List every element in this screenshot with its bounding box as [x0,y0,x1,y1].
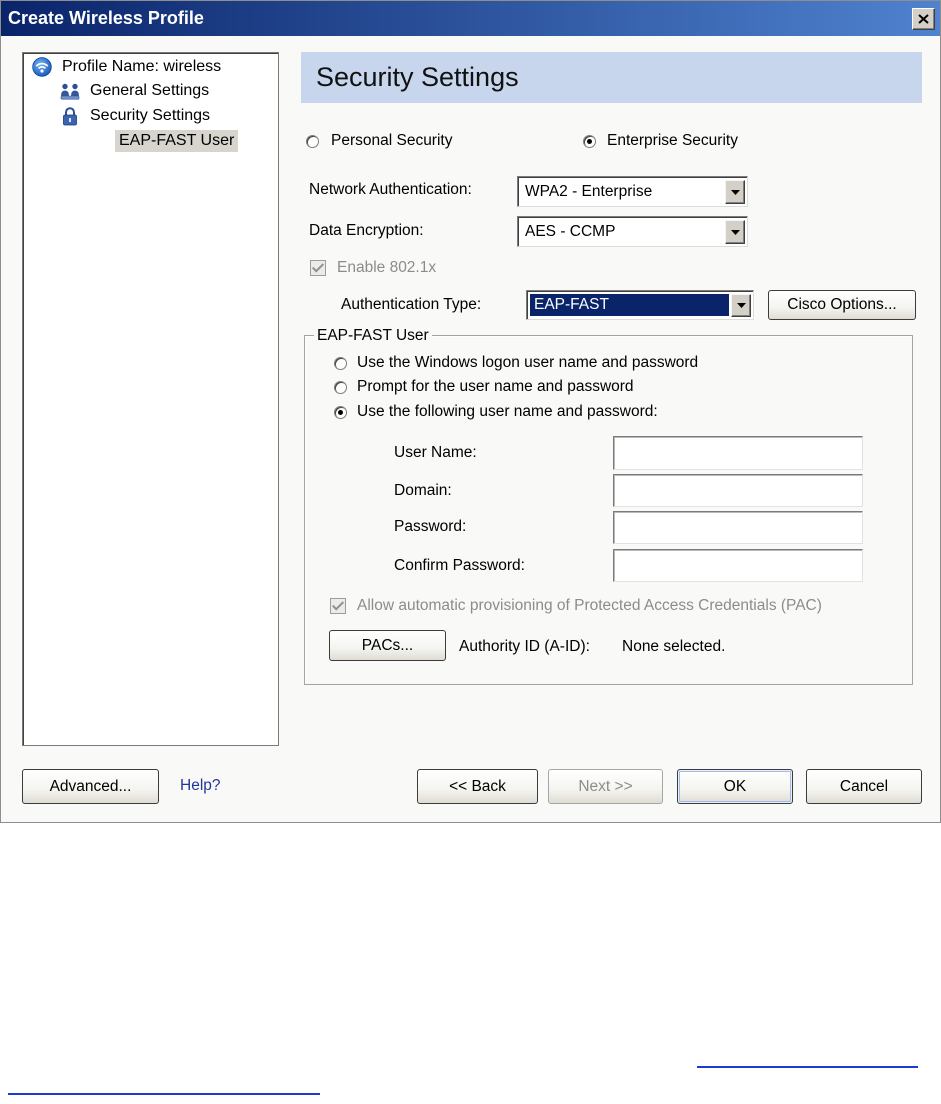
help-link[interactable]: Help? [180,777,221,794]
radio-label: Use the Windows logon user name and password [357,354,699,371]
user-name-input[interactable] [613,436,863,470]
title-bar [1,1,940,36]
network-authentication-select[interactable] [517,176,748,207]
radio-label: Use the following user name and password: [357,403,658,420]
network-authentication-label: Network Authentication: [309,181,472,198]
cisco-options-button[interactable]: Cisco Options... [768,290,916,320]
confirm-password-input[interactable] [613,549,863,582]
data-encryption-select[interactable] [517,216,748,247]
back-button[interactable]: << Back [417,769,538,804]
hyperlink-underline[interactable] [8,1093,320,1095]
chevron-down-icon [731,190,740,195]
authority-id-label: Authority ID (A-ID): [459,638,590,655]
checkbox-box[interactable] [310,260,326,276]
wireless-icon [32,57,52,77]
radio-circle[interactable] [334,381,347,394]
tree-item-security-settings[interactable] [60,105,210,127]
cancel-button[interactable]: Cancel [806,769,922,804]
radio-label: Enterprise Security [607,132,738,149]
select-value: EAP-FAST [530,294,729,316]
tree-item-general-settings[interactable] [60,80,209,102]
ok-button[interactable]: OK [677,769,793,804]
radio-label: Prompt for the user name and password [357,378,634,395]
checkbox-label: Allow automatic provisioning of Protected Access Credentials (PAC) [357,597,822,614]
select-value: WPA2 - Enterprise [525,182,653,200]
dropdown-button[interactable] [725,180,745,204]
close-button[interactable] [912,8,935,30]
radio-label: Personal Security [331,132,453,149]
password-input[interactable] [613,511,863,544]
radio-circle[interactable] [306,135,319,148]
windows-logon-radio[interactable] [334,353,698,373]
prompt-credentials-radio[interactable] [334,377,634,397]
checkbox-box[interactable] [330,598,346,614]
checkbox-label: Enable 802.1x [337,259,437,276]
domain-input[interactable] [613,474,863,507]
radio-circle[interactable] [334,406,347,419]
chevron-down-icon [731,230,740,235]
user-name-label: User Name: [394,444,477,461]
group-legend: EAP-FAST User [314,326,432,346]
personal-security-radio[interactable] [306,131,452,151]
chevron-down-icon [737,303,746,308]
radio-circle[interactable] [334,357,347,370]
pacs-button[interactable]: PACs... [329,630,446,661]
hyperlink-underline[interactable] [697,1066,918,1068]
tree-item-eap-fast-user[interactable] [115,130,238,152]
page-title: Security Settings [316,62,519,92]
dropdown-button[interactable] [725,220,745,244]
authentication-type-label: Authentication Type: [341,296,482,313]
authority-id-value: None selected. [622,638,726,655]
close-icon [918,14,929,24]
enterprise-security-radio[interactable] [583,131,738,151]
next-button[interactable]: Next >> [548,769,663,804]
radio-circle[interactable] [583,135,596,148]
data-encryption-label: Data Encryption: [309,222,424,239]
advanced-button[interactable]: Advanced... [22,769,159,804]
network-users-icon [60,81,80,101]
authentication-type-select[interactable] [526,290,754,320]
tree-item-label: Profile Name: wireless [62,58,222,75]
pac-provisioning-checkbox[interactable] [330,596,822,616]
lock-icon [60,106,80,126]
tree-item-label: EAP-FAST User [119,132,235,149]
confirm-password-label: Confirm Password: [394,557,525,574]
tree-item-profile-name[interactable] [32,56,221,78]
enable-8021x-checkbox[interactable] [310,258,436,278]
password-label: Password: [394,518,467,535]
window-title: Create Wireless Profile [8,8,204,28]
dropdown-button[interactable] [731,294,751,317]
tree-item-label: Security Settings [90,107,211,124]
profile-tree [22,52,279,746]
select-value: AES - CCMP [525,222,616,240]
tree-item-label: General Settings [90,82,210,99]
page-header [301,52,922,103]
use-following-credentials-radio[interactable] [334,402,658,422]
domain-label: Domain: [394,482,452,499]
